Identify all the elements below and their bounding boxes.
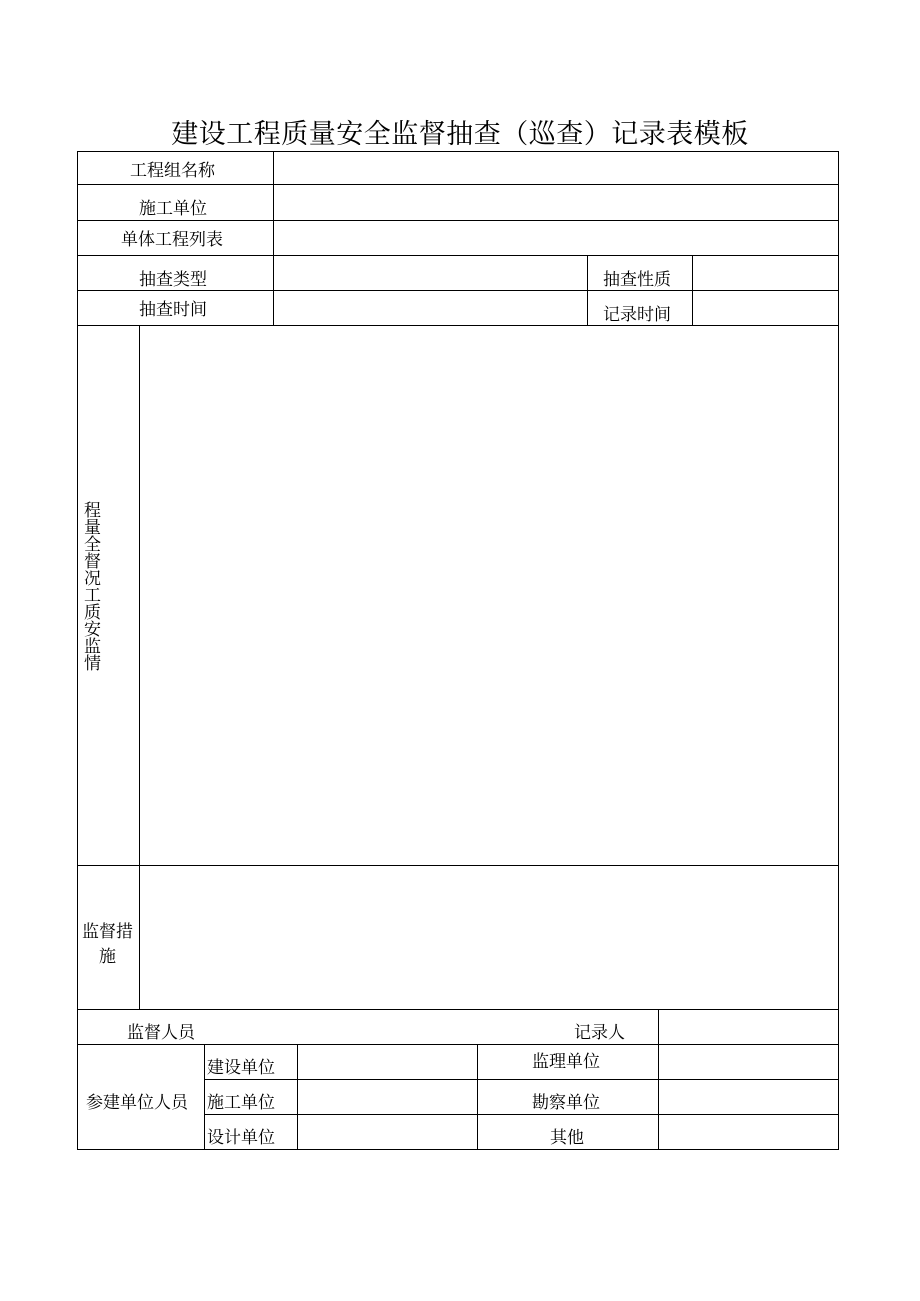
unit-projects-label: 单体工程列表: [121, 230, 223, 250]
inspection-time-label: 抽查时间: [139, 300, 207, 320]
supervision-measures-label-line1: 监督措: [82, 922, 133, 942]
survey-unit-field[interactable]: [659, 1080, 838, 1114]
inspection-nature-label: 抽查性质: [603, 270, 671, 290]
project-name-label: 工程组名称: [130, 161, 215, 181]
supervision-measures-field[interactable]: [140, 866, 838, 1009]
page-title: 建设工程质量安全监督抽查（巡查）记录表模板: [171, 119, 749, 150]
builder-unit-field[interactable]: [298, 1045, 477, 1079]
supervision-situation-label: 程量全督况工质安监情: [80, 501, 100, 671]
inspection-type-field[interactable]: [274, 256, 587, 290]
other-field[interactable]: [659, 1115, 838, 1150]
other-label: 其他: [550, 1128, 584, 1148]
participants-label: 参建单位人员: [86, 1093, 188, 1113]
inspection-type-label: 抽查类型: [139, 270, 207, 290]
supervision-unit-label: 监理单位: [532, 1052, 600, 1072]
project-name-field[interactable]: [274, 152, 838, 184]
design-unit-label: 设计单位: [207, 1128, 275, 1148]
supervision-unit-field[interactable]: [659, 1045, 838, 1079]
supervision-situation-field[interactable]: [140, 326, 838, 865]
builder-unit-label: 建设单位: [207, 1058, 275, 1078]
construction-unit-label: 施工单位: [139, 199, 207, 219]
supervision-measures-label-line2: 施: [99, 947, 116, 967]
record-time-field[interactable]: [693, 291, 838, 325]
design-unit-field[interactable]: [298, 1115, 477, 1150]
survey-unit-label: 勘察单位: [532, 1093, 600, 1113]
record-time-label: 记录时间: [603, 305, 671, 325]
supervisors-label: 监督人员: [127, 1023, 195, 1043]
recorder-field[interactable]: [659, 1010, 838, 1044]
recorder-label: 记录人: [574, 1023, 625, 1043]
contractor-unit-label: 施工单位: [207, 1093, 275, 1113]
contractor-unit-field[interactable]: [298, 1080, 477, 1114]
unit-projects-field[interactable]: [274, 221, 838, 255]
inspection-nature-field[interactable]: [693, 256, 838, 290]
construction-unit-field[interactable]: [274, 185, 838, 220]
inspection-time-field[interactable]: [274, 291, 587, 325]
